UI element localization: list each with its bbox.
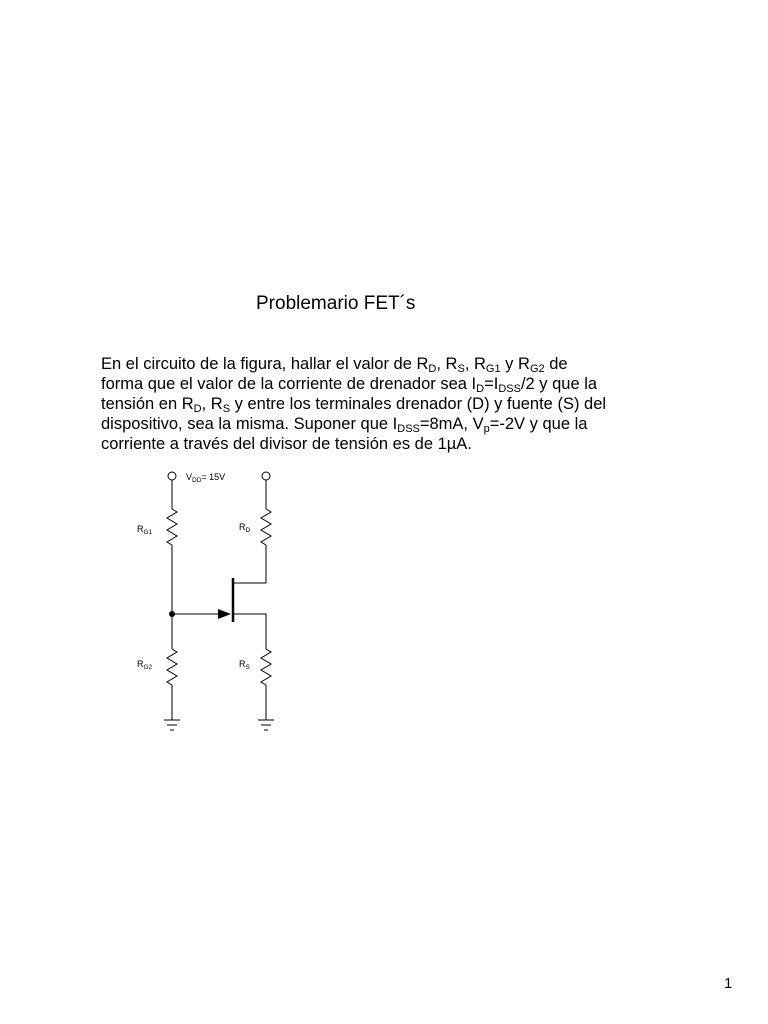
problem-text: =8mA, V	[419, 415, 484, 433]
subscript: p	[483, 423, 490, 435]
page-title: Problemario FET´s	[256, 293, 416, 314]
resistor-rd	[261, 509, 271, 545]
subscript: D	[193, 403, 202, 415]
problem-text: dispositivo, sea la misma. Suponer que I	[101, 415, 398, 433]
ground-symbol-left	[164, 720, 180, 730]
gate-arrow-icon	[218, 609, 231, 619]
resistor-rg1	[167, 509, 177, 545]
vdd-terminal-left	[168, 472, 176, 480]
rg2-label: $R_{G2}$	[137, 659, 153, 671]
wire-drain	[233, 545, 266, 583]
subscript: D	[476, 383, 485, 395]
junction-dot	[169, 611, 175, 617]
subscript: DSS	[498, 383, 521, 395]
wire-source	[233, 614, 266, 649]
subscript: S	[457, 363, 465, 375]
problem-text: tensión en R	[101, 395, 194, 413]
mu-symbol: µ	[446, 435, 457, 453]
problem-text: En el circuito de la figura, hallar el valor de R	[101, 355, 429, 373]
rs-label: $R_S$	[239, 659, 250, 671]
problem-text: , R	[436, 355, 458, 373]
resistor-rg2	[167, 649, 177, 685]
vdd-label: $V_{DD}= 15V$	[186, 472, 226, 484]
subscript: G2	[529, 363, 545, 375]
problem-text: A.	[456, 435, 472, 453]
rg1-label: $R_{G1}$	[137, 524, 153, 536]
problem-text: , R	[201, 395, 223, 413]
problem-text: =-2V y que la	[489, 415, 588, 433]
subscript: D	[428, 363, 437, 375]
subscript: DSS	[397, 423, 420, 435]
problem-text: y entre los terminales drenador (D) y fuente (S) del	[230, 395, 607, 413]
resistor-rs	[261, 649, 271, 685]
problem-text: corriente a través del divisor de tensión es de 1	[101, 435, 447, 453]
subscript: G1	[485, 363, 501, 375]
page-number: 1	[724, 975, 733, 992]
problem-text: /2 y que la	[520, 375, 598, 393]
problem-text: =I	[484, 375, 499, 393]
vdd-terminal-right	[262, 472, 270, 480]
subscript: S	[222, 403, 231, 415]
rd-label: $R_D$	[239, 522, 251, 534]
problem-text: y R	[500, 355, 530, 373]
problem-text: de	[544, 355, 568, 373]
ground-symbol-right	[258, 720, 274, 730]
problem-text: , R	[464, 355, 486, 373]
problem-text: forma que el valor de la corriente de drenador sea I	[101, 375, 477, 393]
